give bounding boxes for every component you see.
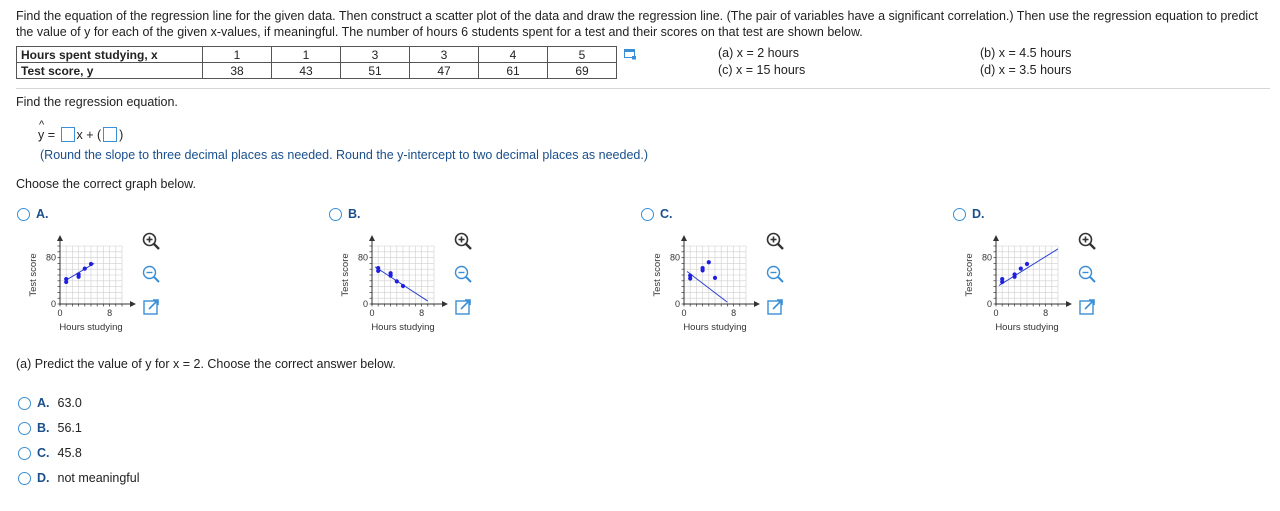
x-tick-label: 0: [57, 308, 63, 318]
answer-option-c[interactable]: [18, 446, 82, 460]
radio-button[interactable]: [18, 447, 31, 460]
answer-option-a[interactable]: [18, 396, 82, 410]
x-tick-label: 8: [107, 308, 113, 318]
radio-button[interactable]: [17, 208, 30, 221]
answer-option-b[interactable]: [18, 421, 82, 435]
regression-prompt: Find the regression equation.: [16, 95, 178, 109]
x-axis-arrow: [130, 301, 136, 307]
zoom-in-icon[interactable]: [141, 231, 161, 251]
data-point: [701, 266, 705, 270]
x-axis-arrow: [1066, 301, 1072, 307]
option-letter: C.: [660, 207, 673, 221]
radio-button[interactable]: [18, 422, 31, 435]
y-tick-label: 0: [362, 299, 368, 309]
data-point: [376, 269, 380, 273]
y-axis-label: Test score: [340, 253, 351, 297]
y-axis-arrow: [57, 235, 63, 241]
y-value: 43: [272, 63, 341, 79]
x-value: 4: [479, 47, 548, 63]
x-tick-label: 0: [681, 308, 687, 318]
x-tick-label: 8: [1043, 308, 1049, 318]
data-point: [395, 279, 399, 283]
y-axis-label: Test score: [28, 253, 39, 297]
x-tick-label: 0: [993, 308, 999, 318]
data-point: [389, 271, 393, 275]
x-axis-label: Hours studying: [995, 322, 1059, 333]
part-a-prompt: (a) Predict the value of y for x = 2. Choose the correct answer below.: [16, 357, 396, 371]
x-tick-label: 0: [369, 308, 375, 318]
y-value: 47: [410, 63, 479, 79]
data-point: [1013, 275, 1017, 279]
x-value: 3: [341, 47, 410, 63]
option-text: 63.0: [57, 396, 82, 410]
data-point: [89, 262, 93, 266]
paren-close: ): [119, 127, 124, 142]
graph-choice-prompt: Choose the correct graph below.: [16, 177, 196, 191]
option-letter: A.: [37, 396, 50, 410]
rounding-hint: (Round the slope to three decimal places as needed. Round the y-intercept to two decimal places as needed.): [40, 148, 649, 162]
y-tick-label: 0: [674, 299, 680, 309]
answer-option-d[interactable]: [18, 471, 140, 485]
hat-symbol: ^: [39, 118, 45, 131]
data-point: [707, 260, 711, 264]
popout-icon[interactable]: [765, 297, 785, 317]
data-point: [713, 276, 717, 280]
y-tick-label: 80: [357, 252, 368, 263]
part-a-value: (a) x = 2 hours: [718, 46, 799, 60]
part-b-value: (b) x = 4.5 hours: [980, 46, 1072, 60]
question-intro: Find the equation of the regression line for the given data. Then construct a scatter plot of the data and draw the regression line. (The pair of variables have a significant correlation.) Then use the regression equation to predict the value of y for each of the given x-values, if meaningful. The number of hours 6 students spent for a test and their scores on that test are shown below.: [16, 9, 1258, 39]
y-axis-arrow: [681, 235, 687, 241]
equals-sign: =: [44, 127, 59, 142]
data-point: [401, 284, 405, 288]
zoom-out-icon[interactable]: [141, 264, 161, 284]
data-point: [1000, 277, 1004, 281]
x-value: 1: [203, 47, 272, 63]
radio-button[interactable]: [18, 397, 31, 410]
zoom-in-icon[interactable]: [1077, 231, 1097, 251]
x-value: 5: [548, 47, 617, 63]
paren-open: (: [97, 127, 102, 142]
y-tick-label: 0: [50, 299, 56, 309]
y-value: 69: [548, 63, 617, 79]
option-letter: A.: [36, 207, 49, 221]
y-value: 38: [203, 63, 272, 79]
graph-option-a[interactable]: [17, 207, 49, 221]
y-symbol: y: [38, 127, 45, 142]
graph-tools-a: [141, 231, 165, 330]
y-axis-arrow: [993, 235, 999, 241]
popout-icon[interactable]: [1077, 297, 1097, 317]
x-value: 3: [410, 47, 479, 63]
zoom-out-icon[interactable]: [765, 264, 785, 284]
regression-line: [999, 249, 1058, 286]
regression-line: [375, 267, 428, 301]
zoom-out-icon[interactable]: [453, 264, 473, 284]
graph-tools-b: [453, 231, 477, 330]
option-letter: B.: [348, 207, 361, 221]
x-tick-label: 8: [731, 308, 737, 318]
y-tick-label: 80: [45, 252, 56, 263]
graph-option-d[interactable]: [953, 207, 985, 221]
radio-button[interactable]: [641, 208, 654, 221]
y-axis-label: Test score: [652, 253, 663, 297]
x-axis-arrow: [442, 301, 448, 307]
popout-icon[interactable]: [141, 297, 161, 317]
graph-option-b[interactable]: [329, 207, 361, 221]
y-tick-label: 0: [986, 299, 992, 309]
table-row-x: [17, 47, 617, 63]
x-plus-label: x +: [76, 127, 97, 142]
y-tick-label: 80: [669, 252, 680, 263]
table-row-y: [17, 63, 617, 79]
intercept-input[interactable]: [103, 127, 117, 142]
graph-option-c[interactable]: [641, 207, 673, 221]
data-point: [688, 273, 692, 277]
y-axis-arrow: [369, 235, 375, 241]
zoom-in-icon[interactable]: [453, 231, 473, 251]
part-d-value: (d) x = 3.5 hours: [980, 63, 1072, 77]
data-table: [16, 46, 617, 79]
y-label: Test score, y: [17, 63, 203, 79]
radio-button[interactable]: [329, 208, 342, 221]
data-point: [64, 277, 68, 281]
data-point: [1019, 267, 1023, 271]
y-value: 61: [479, 63, 548, 79]
y-tick-label: 80: [981, 252, 992, 263]
data-point: [1025, 262, 1029, 266]
data-point: [77, 275, 81, 279]
copy-data-icon[interactable]: [624, 49, 637, 60]
option-text: 45.8: [57, 446, 82, 460]
option-letter: B.: [37, 421, 50, 435]
x-axis-label: Hours studying: [683, 322, 747, 333]
part-c-value: (c) x = 15 hours: [718, 63, 806, 77]
radio-button[interactable]: [953, 208, 966, 221]
radio-button[interactable]: [18, 472, 31, 485]
y-hat-symbol: [38, 118, 45, 142]
popout-icon[interactable]: [453, 297, 473, 317]
graph-tools-d: [1077, 231, 1101, 330]
y-axis-label: Test score: [964, 253, 975, 297]
x-tick-label: 8: [419, 308, 425, 318]
option-letter: D.: [972, 207, 985, 221]
regression-equation: [38, 118, 124, 142]
x-value: 1: [272, 47, 341, 63]
zoom-in-icon[interactable]: [765, 231, 785, 251]
option-text: 56.1: [57, 421, 82, 435]
x-axis-arrow: [754, 301, 760, 307]
divider: [16, 88, 1270, 89]
x-axis-label: Hours studying: [371, 322, 435, 333]
slope-input[interactable]: [61, 127, 75, 142]
option-text: not meaningful: [57, 471, 140, 485]
x-axis-label: Hours studying: [59, 322, 123, 333]
graph-tools-c: [765, 231, 789, 330]
zoom-out-icon[interactable]: [1077, 264, 1097, 284]
y-value: 51: [341, 63, 410, 79]
x-label: Hours spent studying, x: [17, 47, 203, 63]
option-letter: D.: [37, 471, 50, 485]
data-point: [83, 267, 87, 271]
option-letter: C.: [37, 446, 50, 460]
